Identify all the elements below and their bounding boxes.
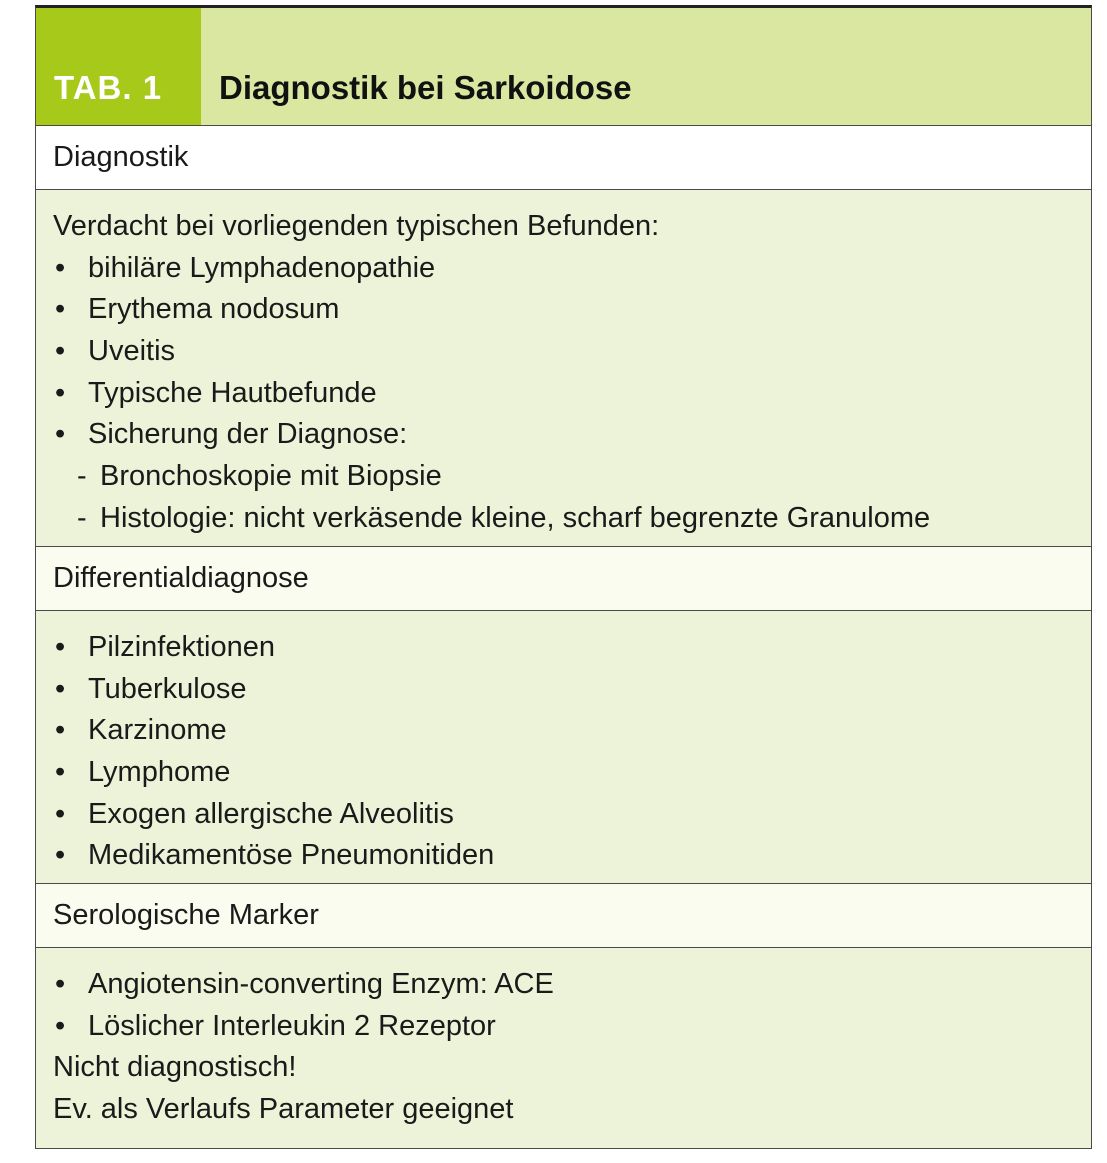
list-item-text: bihiläre Lymphadenopathie — [88, 251, 436, 284]
list-item-text: Typische Hautbefunde — [88, 376, 377, 409]
list-item — [53, 752, 1074, 794]
list-item — [53, 794, 1074, 836]
list-item-text: Karzinome — [88, 714, 227, 747]
list-item-text: Löslicher Interleukin 2 Rezeptor — [88, 1009, 496, 1042]
list-item — [53, 289, 1074, 331]
list-item-text: Uveitis — [88, 335, 176, 368]
list-item-text: Sicherung der Diagnose: — [88, 418, 408, 451]
list-item — [53, 331, 1074, 373]
table-title: Diagnostik bei Sarkoidose — [201, 8, 1091, 125]
bullet-icon: • — [55, 1009, 66, 1042]
list-item — [53, 1006, 1074, 1048]
list-item-text: Angiotensin-converting Enzym: ACE — [88, 968, 554, 1000]
list-item — [53, 373, 1074, 415]
intro-text: Verdacht bei vorliegenden typischen Befunden: — [53, 210, 660, 242]
table-frame — [35, 5, 1092, 1149]
bullet-icon: • — [55, 968, 66, 1000]
bullet-icon: • — [55, 418, 66, 451]
list-item — [53, 964, 1074, 1006]
note-text: Ev. als Verlaufs Parameter geeignet — [53, 1093, 514, 1126]
table-title-bar — [36, 8, 1091, 126]
bullet-icon: • — [55, 376, 66, 409]
list-item — [53, 669, 1074, 711]
bullet-icon: • — [55, 756, 66, 789]
list-item — [53, 248, 1074, 290]
bullet-icon: • — [55, 797, 66, 830]
note-text: Nicht diagnostisch! — [53, 1051, 297, 1084]
list-item-text: Medikamentöse Pneumonitiden — [88, 839, 495, 872]
bullet-icon: • — [55, 251, 66, 284]
bullet-icon: • — [55, 293, 66, 326]
list-item-text: Exogen allergische Alveolitis — [88, 797, 454, 830]
dash-icon: - — [77, 501, 87, 534]
bullet-icon: • — [55, 672, 66, 705]
bullet-icon: • — [55, 335, 66, 368]
sub-list-item-text: Histologie: nicht verkäsende kleine, scharf begrenzte Granulome — [100, 501, 931, 534]
sub-list-item — [53, 498, 1074, 540]
sub-list-item-text: Bronchoskopie mit Biopsie — [100, 460, 442, 493]
list-item-text: Lymphome — [88, 756, 231, 789]
list-item — [53, 627, 1074, 669]
list-item-text: Erythema nodosum — [88, 293, 340, 326]
table-number-label: TAB. 1 — [36, 8, 201, 125]
list-item — [53, 414, 1074, 456]
list-item-text: Tuberkulose — [88, 672, 247, 705]
section-body-differentialdiagnose — [36, 611, 1091, 884]
sub-list-item — [53, 456, 1074, 498]
list-item-text: Pilzinfektionen — [88, 631, 275, 663]
section-heading-serologische-marker: Serologische Marker — [36, 884, 1091, 948]
list-item — [53, 710, 1074, 752]
section-heading-diagnostik: Diagnostik — [36, 126, 1091, 190]
bullet-icon: • — [55, 839, 66, 872]
bullet-icon: • — [55, 631, 66, 663]
list-item — [53, 835, 1074, 877]
dash-icon: - — [77, 460, 87, 493]
section-heading-differentialdiagnose: Differentialdiagnose — [36, 547, 1091, 611]
section-body-serologische-marker — [36, 948, 1091, 1148]
bullet-icon: • — [55, 714, 66, 747]
section-body-diagnostik — [36, 190, 1091, 547]
